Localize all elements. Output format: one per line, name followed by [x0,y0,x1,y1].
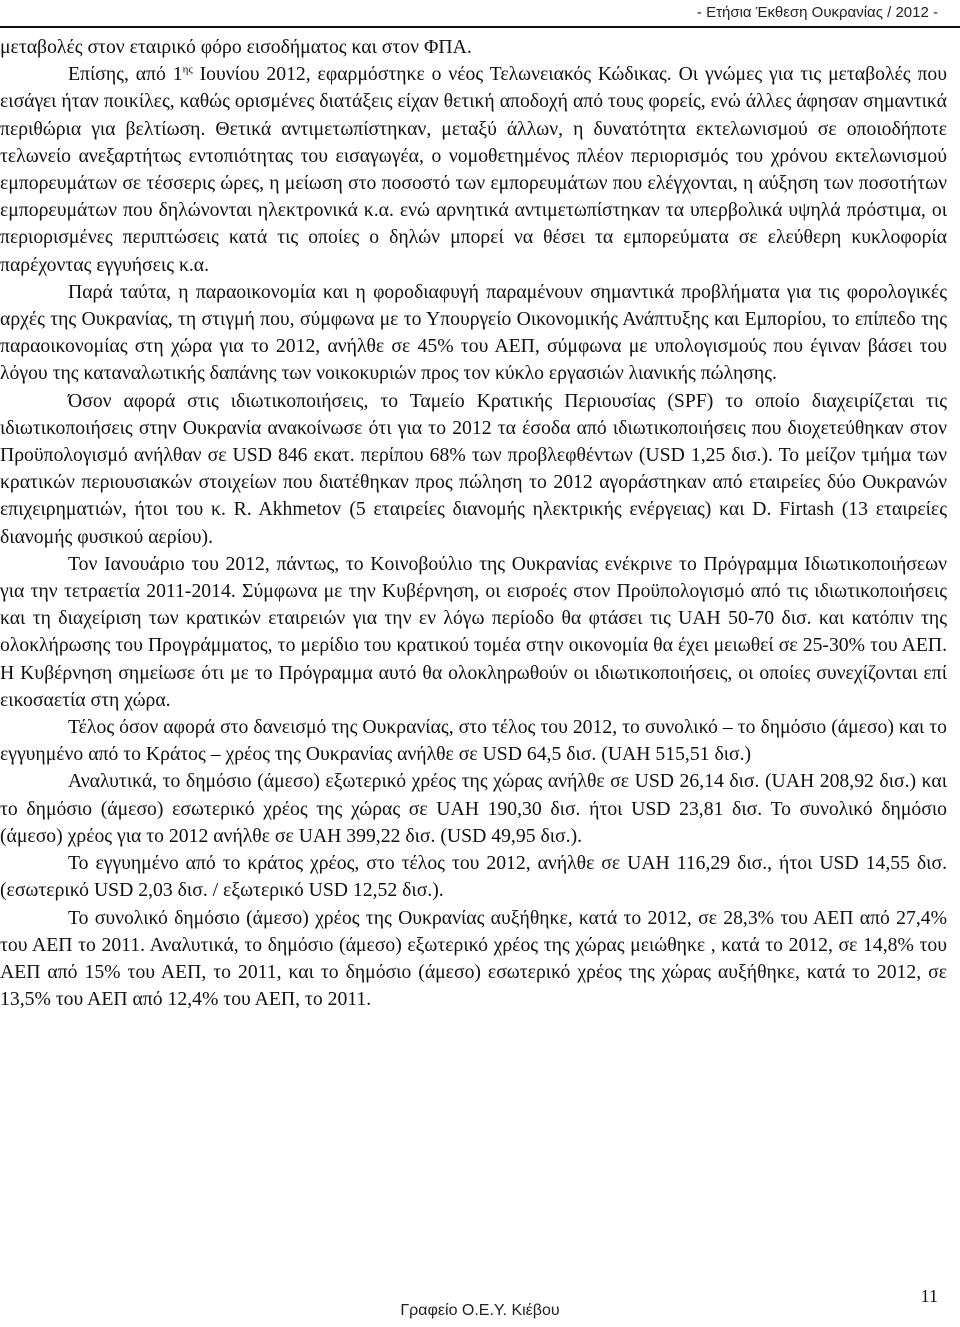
paragraph-3: Παρά ταύτα, η παραοικονομία και η φοροδιαφυγή παραμένουν σημαντικά προβλήματα για τις φορολογικές αρχές της Ουκρανίας, τη στιγμή που, σύμφωνα με το Υπουργείο Οικονομικής Ανάπτυξης και Εμπορίου, το επίπεδο της παραοικονομίας στη χώρα για το 2012, ανήλθε σε 45% του ΑΕΠ, σύμφωνα με υπολογισμούς που έγιναν βάσει του λόγου της καταναλωτικής δαπάνης των νοικοκυριών προς τον κύκλο εργασιών λιανικής πώλησης. [0,280,947,385]
paragraph-9: Το συνολικό δημόσιο (άμεσο) χρέος της Ουκρανίας αυξήθηκε, κατά το 2012, σε 28,3% του ΑΕΠ από 27,4% του ΑΕΠ το 2011. Αναλυτικά, το δημόσιο (άμεσο) εξωτερικό χρέος της χώρας μειώθηκε , κατά το 2012, σε 14,8% του ΑΕΠ από 15% του ΑΕΠ, το 2011, και το δημόσιο (άμεσο) εσωτερικό χρέος της χώρας αυξήθηκε, κατά το 2012, σε 13,5% του ΑΕΠ από 12,4% του ΑΕΠ, το 2011. [0,906,947,1011]
customs-code-lead: Επίσης, από 1 [68,63,183,86]
paragraph-2 [0,61,947,279]
paragraph-5: Τον Ιανουάριο του 2012, πάντως, το Κοινοβούλιο της Ουκρανίας ενέκρινε το Πρόγραμμα Ιδιωτικοποιήσεων για την τετραετία 2011-2014. Σύμφωνα με την Κυβέρνηση, οι εισροές στον Προϋπολογισμό από τις ιδιωτικοποιήσεις και τη διαχείριση των κρατικών εταιρειών για την εν λόγω περίοδο θα φτάσει τις UAH 50-70 δισ. και κατόπιν της ολοκλήρωσης του Προγράμματος, το μερίδιο του κρατικού τομέα στην οικονομία θα έχει μειωθεί σε 25-30% του ΑΕΠ. Η Κυβέρνηση σημείωσε ότι με το Πρόγραμμα αυτό θα ολοκληρωθούν οι ιδιωτικοποιήσεις, οι οποίες συνεχίζονται επί εικοσαετία στη χώρα. [0,552,947,711]
paragraph-6: Τέλος όσον αφορά στο δανεισμό της Ουκρανίας, στο τέλος του 2012, το συνολικό – το δημόσιο (άμεσο) και το εγγυημένο από το Κράτος – χρέος της Ουκρανίας ανήλθε σε USD 64,5 δισ. (UAH 515,51 δισ.) [0,716,947,766]
paragraph-7: Αναλυτικά, το δημόσιο (άμεσο) εξωτερικό χρέος της χώρας ανήλθε σε USD 26,14 δισ. (UAH 208,92 δισ.) και το δημόσιο (άμεσο) εσωτερικό χρέος της χώρας σε UAH 190,30 δισ. ήτοι USD 23,81 δισ. Το συνολικό δημόσιο (άμεσο) χρέος για το 2012 ανήλθε σε UAH 399,22 δισ. (USD 49,95 δισ.). [0,770,947,847]
running-header: - Ετήσια Έκθεση Ουκρανίας / 2012 - [696,4,938,21]
paragraph-2-body: Οι γνώμες για τις μεταβολές που εισάγει ήταν ποικίλες, καθώς ορισμένες διατάξεις είχαν θετική αποδοχή από τους φορείς, ενώ άλλες άφησαν σημαντικά περιθώρια για βελτίωση. Θετικά αντιμετωπίστηκαν, μεταξύ άλλων, η δυνατότητα εκτελωνισμού σε οποιοδήποτε τελωνείο ανεξαρτήτως εντοπιότητας του εισαγωγέα, ο νομοθετημένος πλέον περιορισμός του χρόνου εκτελωνισμού εμπορευμάτων σε τέσσερις ώρες, η μείωση στο ποσοστό των εμπορευμάτων που ελέγχονται, η αύξηση των ποσοτήτων εμπορευμάτων που δηλώνονται ηλεκτρονικά κ.α. ενώ αρνητικά αντιμετωπίστηκαν τα υπερβολικά υψηλά πρόστιμα, οι περιορισμένες περιπτώσεις κατά τις οποίες ο δηλών μπορεί να θέσει τα εμπορεύματα σε ελεύθερη κυκλοφορία παρέχοντας εγγυήσεις κ.α. [0,63,947,276]
paragraph-8: Το εγγυημένο από το κράτος χρέος, στο τέλος του 2012, ανήλθε σε UAH 116,29 δισ., ήτοι USD 14,55 δισ. (εσωτερικό USD 2,03 δισ. / εξωτερικό USD 12,52 δισ.). [0,852,947,902]
paragraph-4: Όσον αφορά στις ιδιωτικοποιήσεις, το Ταμείο Κρατικής Περιουσίας (SPF) το οποίο διαχειρίζεται τις ιδιωτικοποιήσεις στην Ουκρανία ανακοίνωσε ότι για το 2012 τα έσοδα από ιδιωτικοποιήσεις που διοχετεύθηκαν στον Προϋπολογισμό ανήλθαν σε USD 846 εκατ. περίπου 68% των προβλεφθέντων (USD 1,25 δισ.). Το μείζον τμήμα των κρατικών περιουσιακών στοιχείων που διατέθηκαν προς πώληση το 2012 αγοράστηκαν από εταιρείες δύο Ουκρανών επιχειρηματιών, ήτοι του κ. R. Akhmetov (5 εταιρείες διανομής ηλεκτρικής ενέργειας) και D. Firtash (13 εταιρείες διανομής φυσικού αερίου). [0,389,947,548]
document-body [0,34,947,1013]
footer-office: Γραφείο Ο.Ε.Υ. Κιέβου [400,1302,560,1319]
page-number: 11 [920,1286,938,1306]
paragraph-1: μεταβολές στον εταιρικό φόρο εισοδήματος και στον ΦΠΑ. [0,36,472,58]
header-rule [0,26,960,28]
ordinal-superscript: ης [182,63,193,76]
customs-code-rest: Ιουνίου 2012, εφαρμόστηκε ο νέος Τελωνειακός Κώδικας. [192,63,679,86]
